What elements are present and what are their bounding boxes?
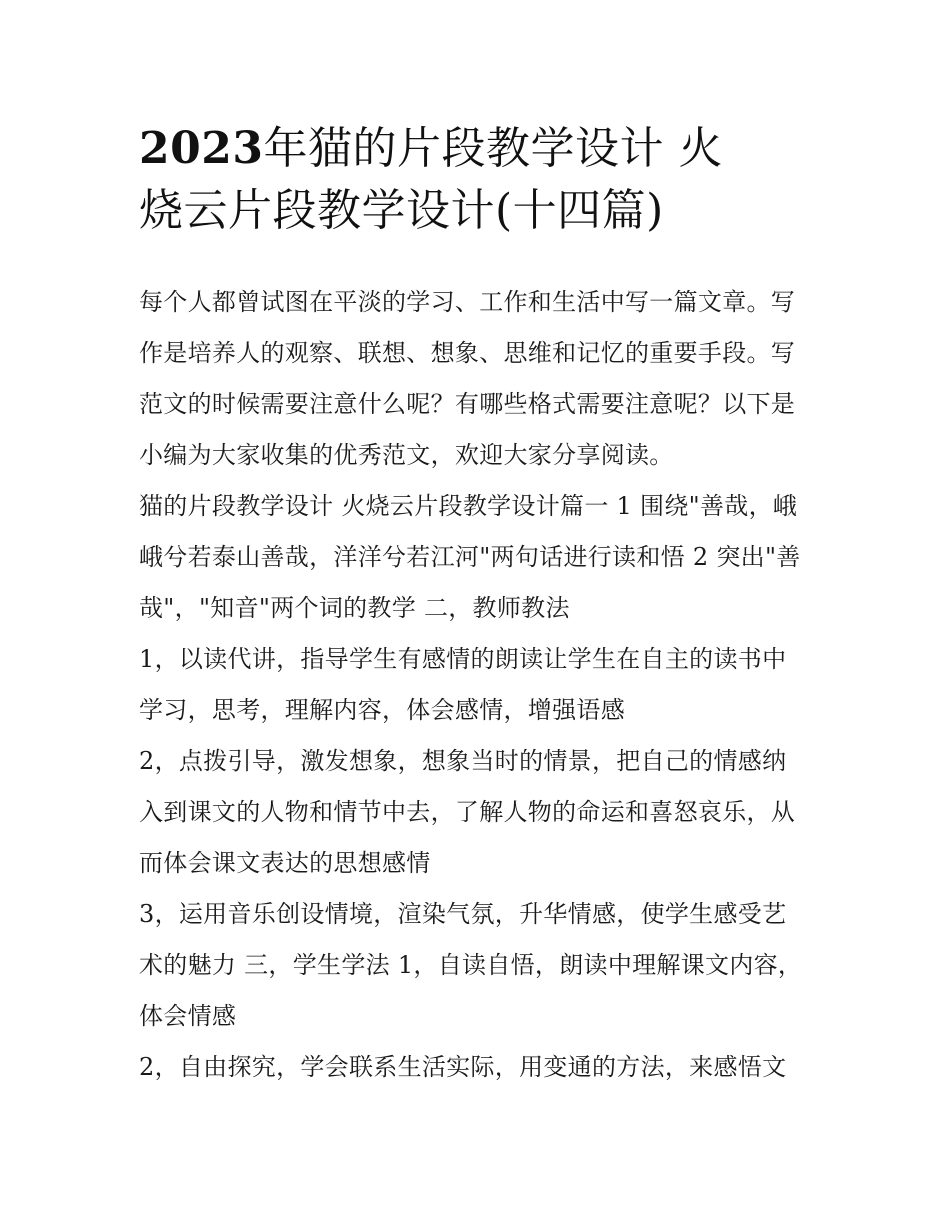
body-line: 2，自由探究，学会联系生活实际，用变通的方法，来感悟文	[139, 1053, 787, 1081]
body-line: 范文的时候需要注意什么呢？有哪些格式需要注意呢？以下是	[139, 390, 796, 418]
body-line: 而体会课文表达的思想感情	[139, 849, 431, 877]
body-line: 峨兮若泰山善哉，洋洋兮若江河"两句话进行读和悟 2 突出"善	[139, 543, 801, 571]
body-line: 学习，思考，理解内容，体会感情，增强语感	[139, 696, 625, 724]
body-line: 2，点拨引导，激发想象，想象当时的情景，把自己的情感纳	[139, 747, 787, 775]
title-line1: 年猫的片段教学设计 火	[263, 123, 723, 174]
body-line: 入到课文的人物和情节中去，了解人物的命运和喜怒哀乐，从	[139, 798, 796, 826]
document-body	[139, 277, 819, 1093]
body-line: 猫的片段教学设计 火烧云片段教学设计篇一 1 围绕"善哉，峨	[139, 492, 798, 520]
body-line: 术的魅力 三，学生学法 1，自读自悟，朗读中理解课文内容，	[139, 951, 803, 979]
body-line: 小编为大家收集的优秀范文，欢迎大家分享阅读。	[139, 441, 674, 469]
body-line: 作是培养人的观察、联想、想象、思维和记忆的重要手段。写	[139, 339, 796, 367]
title-line2: 烧云片段教学设计(十四篇)	[139, 185, 664, 236]
body-line: 每个人都曾试图在平淡的学习、工作和生活中写一篇文章。写	[139, 288, 796, 316]
body-line: 3，运用音乐创设情境，渲染气氛，升华情感，使学生感受艺	[139, 900, 787, 928]
body-line: 1，以读代讲，指导学生有感情的朗读让学生在自主的读书中	[139, 645, 787, 673]
title-year: 2023	[139, 123, 264, 174]
body-line: 体会情感	[139, 1002, 237, 1030]
document-title	[139, 118, 819, 242]
body-line: 哉"，"知音"两个词的教学 二，教师教法	[139, 594, 570, 622]
